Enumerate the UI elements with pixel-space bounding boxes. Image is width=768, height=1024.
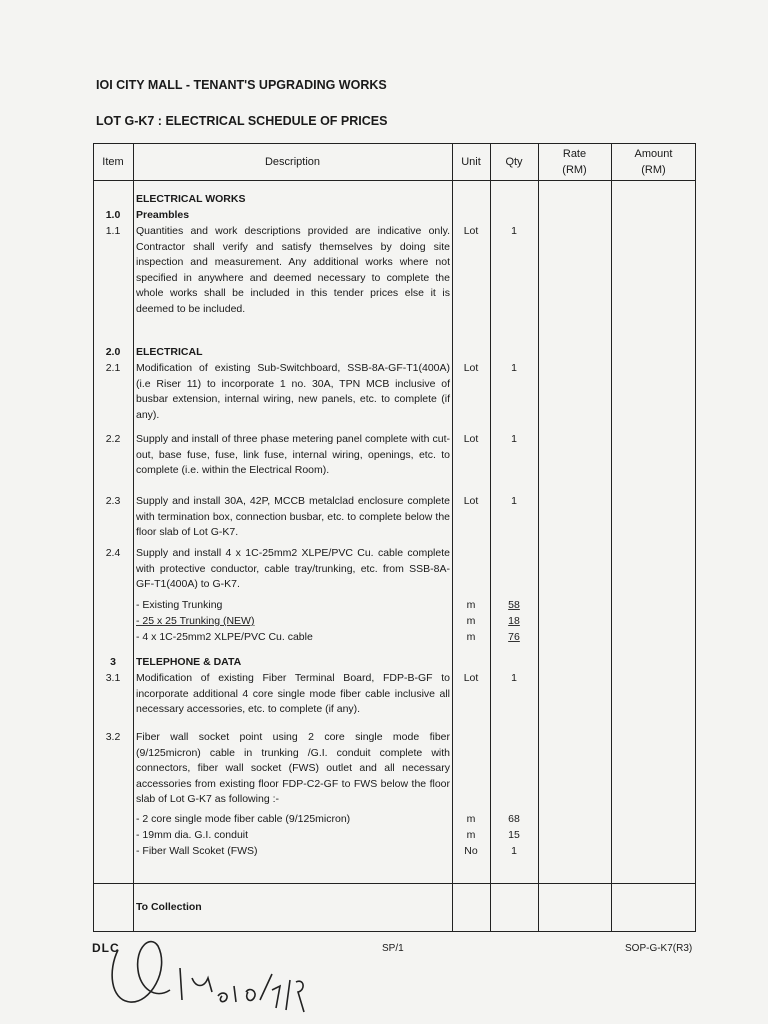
item-number: 2.3 (105, 495, 121, 507)
item-qty: 1 (511, 672, 517, 684)
header-amount: Amount (RM) (634, 147, 673, 176)
collection-label: To Collection (136, 901, 202, 913)
item-qty: 1 (511, 433, 517, 445)
item-unit: m (466, 813, 476, 825)
item-number: 1.1 (105, 225, 121, 237)
schedule-table (93, 143, 696, 932)
footer-page-number: SP/1 (382, 943, 404, 954)
handwritten-signature (100, 930, 320, 1020)
item-description: Modification of existing Sub-Switchboard, SSB-8A-GF-T1(400A) (i.e Riser 11) to incorporate 1 no. 30A, TPN MCB inclusive of busbar extension, internal wiring, new panels, etc. to complete (if any). (136, 362, 450, 421)
item-description: Supply and install 4 x 1C-25mm2 XLPE/PVC Cu. cable complete with protective conductor, cable tray/trunking, etc. from SSB-8A-GF-T1(400A) to G-K7. (136, 547, 450, 591)
footer-document-ref: SOP-G-K7(R3) (625, 943, 693, 954)
footer-company-mark: DLC (92, 941, 120, 955)
item-description: Supply and install 30A, 42P, MCCB metalclad enclosure complete with termination box, connection busbar, etc. to complete below the floor slab of Lot G-K7. (136, 495, 450, 539)
item-unit: Lot (463, 225, 479, 237)
col-divider (611, 143, 612, 932)
item-description: Quantities and work descriptions provided are indicative only. Contractor shall verify and satisfy themselves by doing site inspection and measurement. Any additional works where not specified in anywhere and deemed necessary to complete the whole works shall be included in this tender prices else it is deemed to be included. (136, 225, 450, 315)
item-number: 3 (110, 656, 116, 668)
item-qty: 1 (511, 845, 517, 857)
item-qty: 1 (511, 362, 517, 374)
item-description: - 19mm dia. G.I. conduit (136, 829, 249, 841)
item-unit: Lot (463, 362, 479, 374)
item-unit: Lot (463, 433, 479, 445)
header-qty: Qty (505, 155, 523, 168)
section-heading: ELECTRICAL WORKS (136, 193, 246, 205)
item-number: 2.0 (105, 346, 121, 358)
item-qty: 15 (508, 829, 520, 841)
item-description: - Existing Trunking (136, 599, 223, 611)
item-qty: 1 (511, 495, 517, 507)
item-description: - 4 x 1C-25mm2 XLPE/PVC Cu. cable (136, 631, 313, 643)
header-description: Description (264, 155, 321, 168)
header-rate: Rate (RM) (562, 147, 587, 176)
item-unit: m (466, 615, 476, 627)
item-qty: 1 (511, 225, 517, 237)
document-title: IOI CITY MALL - TENANT'S UPGRADING WORKS (96, 78, 387, 92)
item-description: Supply and install of three phase metering panel complete with cut-out, base fuse, fuse, link fuse, internal wiring, openings, etc. to complete (i.e. within the Electrical Room). (136, 433, 450, 477)
item-qty: 18 (508, 615, 520, 627)
item-number: 3.1 (105, 672, 121, 684)
item-number: 2.4 (105, 547, 121, 559)
item-description: TELEPHONE & DATA (136, 656, 242, 668)
item-description: Fiber wall socket point using 2 core single mode fiber (9/125micron) cable in trunking /G.I. conduit complete with connectors, fiber wall socket (FWS) outlet and all necessary accessories from existing floor FDP-C2-GF to FWS below the floor slab of Lot G-K7 as following :- (136, 731, 450, 806)
item-number: 1.0 (105, 209, 121, 221)
item-unit: Lot (463, 672, 479, 684)
item-description: - 25 x 25 Trunking (NEW) (136, 615, 255, 627)
item-description: - 2 core single mode fiber cable (9/125micron) (136, 813, 351, 825)
schedule-title: LOT G-K7 : ELECTRICAL SCHEDULE OF PRICES (96, 114, 388, 128)
col-divider (538, 143, 539, 932)
item-number: 3.2 (105, 731, 121, 743)
collection-divider (93, 883, 696, 884)
item-unit: m (466, 631, 476, 643)
header-unit: Unit (461, 155, 481, 168)
item-description: - Fiber Wall Scoket (FWS) (136, 845, 258, 857)
item-unit: No (464, 845, 478, 857)
col-divider (133, 143, 134, 932)
item-description: Preambles (136, 209, 190, 221)
item-qty: 76 (508, 631, 520, 643)
item-qty: 68 (508, 813, 520, 825)
item-number: 2.2 (105, 433, 121, 445)
header-divider (93, 180, 696, 181)
item-unit: m (466, 829, 476, 841)
header-item: Item (102, 155, 124, 168)
item-number: 2.1 (105, 362, 121, 374)
item-description: ELECTRICAL (136, 346, 203, 358)
item-unit: Lot (463, 495, 479, 507)
item-unit: m (466, 599, 476, 611)
item-qty: 58 (508, 599, 520, 611)
item-description: Modification of existing Fiber Terminal Board, FDP-B-GF to incorporate additional 4 core single mode fiber cable inclusive all necessary accessories, etc. to complete (if any). (136, 672, 450, 716)
